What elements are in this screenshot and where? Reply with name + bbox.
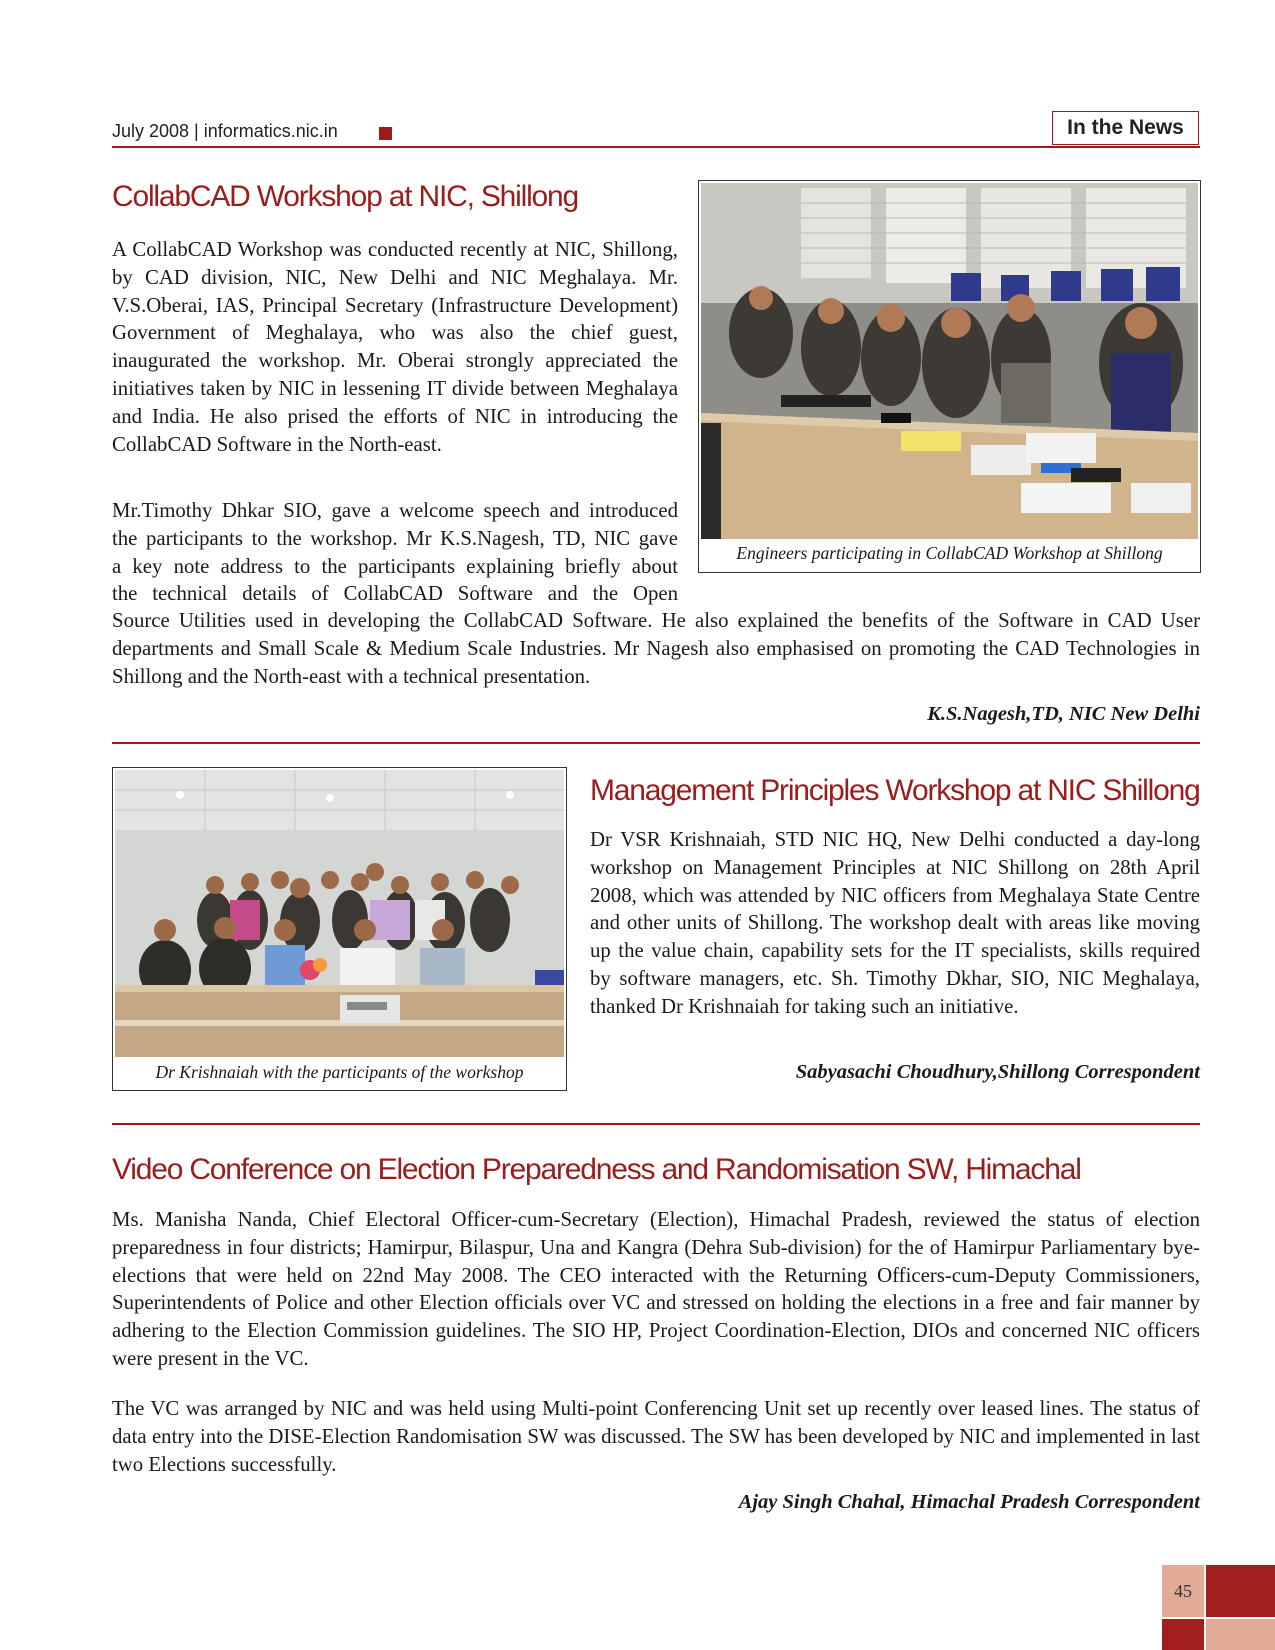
- article2-byline: Sabyasachi Choudhury,Shillong Correspondent: [795, 1061, 1200, 1083]
- article1-para2-line: a key note address to the participants explaining briefly about: [112, 555, 678, 578]
- article1-byline: K.S.Nagesh,TD, NIC New Delhi: [927, 703, 1200, 725]
- article1-title: CollabCAD Workshop at NIC, Shillong: [112, 180, 578, 213]
- footer-block-light-lower: [1206, 1619, 1275, 1650]
- footer-block-dark-lower: [1162, 1619, 1204, 1650]
- article3-byline: Ajay Singh Chahal, Himachal Pradesh Correspondent: [738, 1491, 1200, 1513]
- issue-date-and-site: July 2008 | informatics.nic.in: [112, 121, 338, 141]
- section-divider: [112, 742, 1200, 744]
- article2-photo-frame: [112, 767, 567, 1091]
- article1-para2-line: the participants to the workshop. Mr K.S.Nagesh, TD, NIC gave: [112, 527, 678, 550]
- article3-para2: The VC was arranged by NIC and was held using Multi-point Conferencing Unit set up recently over leased lines. The status of data entry into the DISE-Election Randomisation SW was discussed. The SW has been developed by NIC and implemented in last two Elections successfully.: [112, 1397, 1200, 1476]
- workshop-group-photo: [115, 770, 564, 1057]
- engineers-workshop-photo: [701, 183, 1198, 539]
- article3-para1: Ms. Manisha Nanda, Chief Electoral Officer-cum-Secretary (Election), Himachal Pradesh, reviewed the status of election preparedness in four districts; Hamirpur, Bilaspur, Una and Kangra (Dehra Sub-division) for the of Hamirpur Parliamentary bye-elections that were held on 22nd May 2008. The CEO interacted with the Returning Officers-cum-Deputy Commissioners, Superintendents of Police and other Election officials over VC and stressed on holding the elections in a free and fair manner by adhering to the Election Commission guidelines. The SIO HP, Project Coordination-Election, DIOs and concerned NIC officers were present in the VC.: [112, 1208, 1200, 1370]
- header-square-marker: [379, 127, 392, 140]
- article1-para2-continued: Source Utilities used in developing the CollabCAD Software. He also explained the benefits of the Software in CAD User departments and Small Scale & Medium Scale Industries. Mr Nagesh also emphasised on promoting the CAD Technologies in Shillong and the North-east with a technical presentation.: [112, 609, 1200, 688]
- article1-para2-line: the technical details of CollabCAD Software and the Open: [112, 582, 678, 605]
- footer-block-dark: [1206, 1565, 1275, 1617]
- article2-photo-caption: Dr Krishnaiah with the participants of the workshop: [155, 1062, 524, 1082]
- header-rule: [112, 146, 1200, 148]
- section-divider: [112, 1123, 1200, 1125]
- page-number: 45: [1162, 1565, 1204, 1617]
- article3-title: Video Conference on Election Preparedness and Randomisation SW, Himachal: [112, 1153, 1081, 1186]
- article2-title: Management Principles Workshop at NIC Shillong: [590, 774, 1200, 807]
- article1-para1: A CollabCAD Workshop was conducted recently at NIC, Shillong, by CAD division, NIC, New Delhi and NIC Meghalaya. Mr. V.S.Oberai, IAS, Principal Secretary (Infrastructure Development) Government of Meghalaya, who was also the chief guest, inaugurated the workshop. Mr. Oberai strongly appreciated the initiatives taken by NIC in lessening IT divide between Meghalaya and India. He also prised the efforts of NIC in introducing the CollabCAD Software in the North-east.: [112, 238, 678, 456]
- article1-photo-caption: Engineers participating in CollabCAD Workshop at Shillong: [736, 543, 1163, 563]
- article2-body: Dr VSR Krishnaiah, STD NIC HQ, New Delhi conducted a day-long workshop on Management Principles at NIC Shillong on 28th April 2008, which was attended by NIC officers from Meghalaya State Centre and other units of Shillong. The workshop dealt with areas like moving up the value chain, capability sets for the IT specialists, skills required by software managers, etc. Sh. Timothy Dkhar, SIO, NIC Meghalaya, thanked Dr Krishnaiah for taking such an initiative.: [590, 828, 1200, 1018]
- section-badge: In the News: [1052, 111, 1199, 145]
- article1-para2-line: Mr.Timothy Dhkar SIO, gave a welcome speech and introduced: [112, 499, 678, 522]
- article1-photo-frame: [698, 180, 1201, 573]
